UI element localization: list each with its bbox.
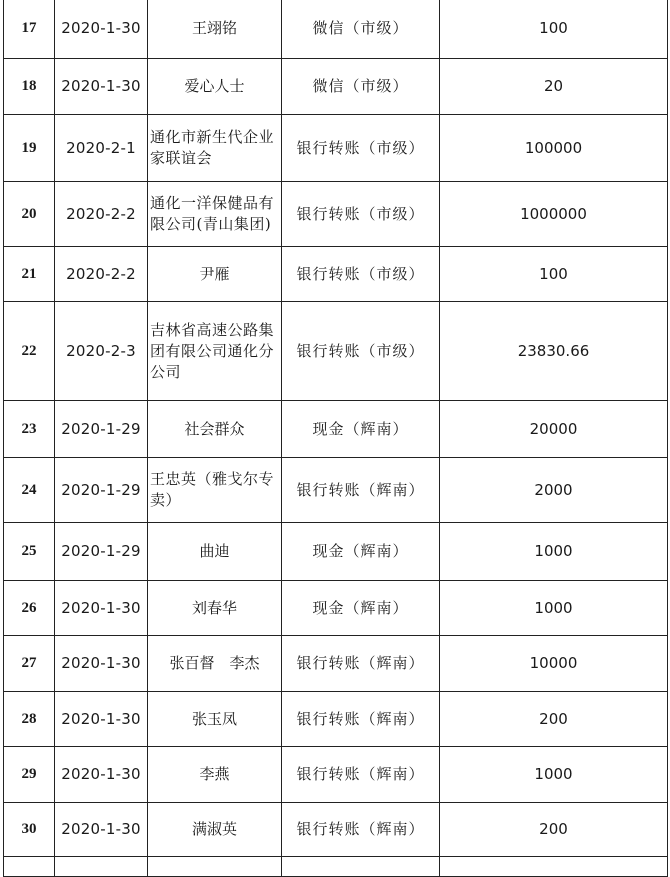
payment-method: 银行转账（辉南） <box>282 692 440 747</box>
donor-name: 满淑英 <box>148 803 282 857</box>
row-number: 29 <box>4 747 55 803</box>
table-row <box>4 803 668 857</box>
payment-method: 现金（辉南） <box>282 401 440 458</box>
table-row <box>4 59 668 115</box>
payment-method: 银行转账（辉南） <box>282 458 440 523</box>
donation-amount: 1000 <box>440 581 668 636</box>
donation-amount: 1000000 <box>440 182 668 247</box>
table-row <box>4 302 668 401</box>
row-number: 25 <box>4 523 55 581</box>
donor-name: 爱心人士 <box>148 59 282 115</box>
donation-date: 2020-1-30 <box>55 581 148 636</box>
row-number: 23 <box>4 401 55 458</box>
payment-method: 银行转账（辉南） <box>282 636 440 692</box>
donation-amount <box>440 857 668 877</box>
donation-table-body <box>4 0 668 877</box>
donation-date: 2020-2-1 <box>55 115 148 182</box>
table-row <box>4 182 668 247</box>
row-number: 30 <box>4 803 55 857</box>
table-row <box>4 692 668 747</box>
donation-amount: 200 <box>440 692 668 747</box>
table-row <box>4 747 668 803</box>
row-number: 24 <box>4 458 55 523</box>
table-row <box>4 401 668 458</box>
donor-name: 刘春华 <box>148 581 282 636</box>
donation-amount: 200 <box>440 803 668 857</box>
table-row <box>4 115 668 182</box>
row-number: 28 <box>4 692 55 747</box>
donor-name: 王忠英（雅戈尔专卖） <box>148 458 282 523</box>
table-row <box>4 523 668 581</box>
donor-name: 张百督 李杰 <box>148 636 282 692</box>
donor-name: 尹雁 <box>148 247 282 302</box>
row-number: 17 <box>4 0 55 59</box>
row-number: 21 <box>4 247 55 302</box>
payment-method: 微信（市级） <box>282 0 440 59</box>
donation-amount: 1000 <box>440 523 668 581</box>
donor-name: 曲迪 <box>148 523 282 581</box>
donation-amount: 100000 <box>440 115 668 182</box>
payment-method: 银行转账（市级） <box>282 182 440 247</box>
donation-date: 2020-1-30 <box>55 803 148 857</box>
donation-amount: 100 <box>440 0 668 59</box>
row-number <box>4 857 55 877</box>
donor-name: 通化一洋保健品有限公司(青山集团) <box>148 182 282 247</box>
donation-date: 2020-1-30 <box>55 636 148 692</box>
donation-date: 2020-2-2 <box>55 247 148 302</box>
row-number: 22 <box>4 302 55 401</box>
donation-amount: 20 <box>440 59 668 115</box>
donation-date <box>55 857 148 877</box>
donation-date: 2020-2-3 <box>55 302 148 401</box>
donor-name: 社会群众 <box>148 401 282 458</box>
row-number: 19 <box>4 115 55 182</box>
donation-amount: 1000 <box>440 747 668 803</box>
donor-name: 吉林省高速公路集团有限公司通化分公司 <box>148 302 282 401</box>
donor-name: 张玉凤 <box>148 692 282 747</box>
donation-date: 2020-1-29 <box>55 401 148 458</box>
donor-name: 李燕 <box>148 747 282 803</box>
row-number: 18 <box>4 59 55 115</box>
donor-name: 通化市新生代企业家联谊会 <box>148 115 282 182</box>
table-row <box>4 636 668 692</box>
row-number: 20 <box>4 182 55 247</box>
row-number: 27 <box>4 636 55 692</box>
table-row <box>4 0 668 59</box>
table-row <box>4 458 668 523</box>
payment-method: 银行转账（市级） <box>282 302 440 401</box>
donation-amount: 100 <box>440 247 668 302</box>
donation-date: 2020-2-2 <box>55 182 148 247</box>
payment-method: 银行转账（辉南） <box>282 747 440 803</box>
table-row <box>4 581 668 636</box>
table-row <box>4 857 668 877</box>
donation-amount: 10000 <box>440 636 668 692</box>
table-row <box>4 247 668 302</box>
donation-date: 2020-1-30 <box>55 747 148 803</box>
donation-date: 2020-1-30 <box>55 692 148 747</box>
donation-date: 2020-1-29 <box>55 458 148 523</box>
payment-method: 现金（辉南） <box>282 581 440 636</box>
donation-date: 2020-1-29 <box>55 523 148 581</box>
payment-method: 微信（市级） <box>282 59 440 115</box>
payment-method: 银行转账（市级） <box>282 247 440 302</box>
donor-name <box>148 857 282 877</box>
donation-amount: 23830.66 <box>440 302 668 401</box>
donation-date: 2020-1-30 <box>55 0 148 59</box>
row-number: 26 <box>4 581 55 636</box>
donation-date: 2020-1-30 <box>55 59 148 115</box>
donation-table <box>3 0 668 877</box>
payment-method <box>282 857 440 877</box>
donation-amount: 20000 <box>440 401 668 458</box>
donor-name: 王翊铭 <box>148 0 282 59</box>
donation-amount: 2000 <box>440 458 668 523</box>
payment-method: 银行转账（市级） <box>282 115 440 182</box>
payment-method: 现金（辉南） <box>282 523 440 581</box>
payment-method: 银行转账（辉南） <box>282 803 440 857</box>
